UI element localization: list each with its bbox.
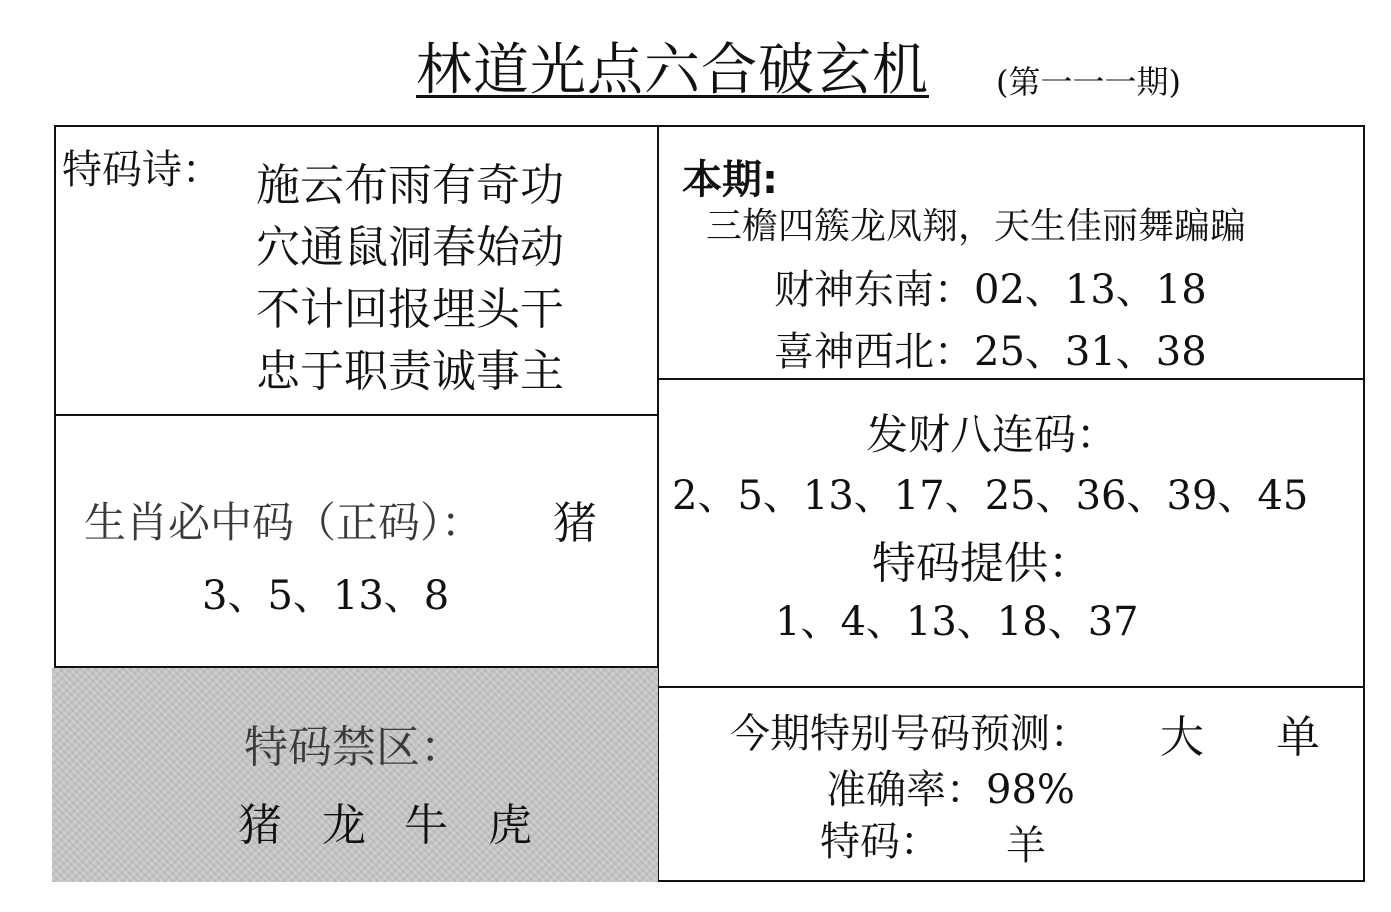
forbidden-animal-2: 龙 xyxy=(322,800,366,851)
issue-number: (第一一一期) xyxy=(996,63,1181,101)
prediction-label: 今期特别号码预测： xyxy=(730,711,1090,757)
current-label: 本期: xyxy=(682,157,778,203)
special-provide-label: 特码提供： xyxy=(872,538,1092,589)
prediction-accuracy: 准确率：98% xyxy=(826,767,1075,813)
current-verse: 三檐四簇龙凤翔，天生佳丽舞蹁蹁 xyxy=(706,206,1247,247)
zodiac-label: 生肖必中码（正码）： xyxy=(84,498,484,547)
poem-line-2: 穴通鼠洞春始动 xyxy=(256,222,564,273)
joy-god: 喜神西北：25、31、38 xyxy=(774,329,1207,375)
forbidden-animal-4: 虎 xyxy=(488,800,532,851)
zodiac-numbers: 3、5、13、8 xyxy=(202,573,450,619)
right-divider-1 xyxy=(658,378,1365,380)
right-divider-2 xyxy=(658,686,1365,688)
prediction-parity: 单 xyxy=(1276,712,1320,763)
forbidden-label: 特码禁区： xyxy=(244,722,464,773)
special-provide-values: 1、4、13、18、37 xyxy=(775,599,1139,645)
left-divider-1 xyxy=(54,414,658,416)
wealth-god: 财神东南：02、13、18 xyxy=(774,267,1207,313)
page-title: 林道光点六合破玄机 xyxy=(416,38,929,103)
poem-line-3: 不计回报埋头干 xyxy=(256,284,564,335)
poem-line-4: 忠于职责诚事主 xyxy=(256,346,564,397)
forbidden-animal-3: 牛 xyxy=(404,800,448,851)
prediction-size: 大 xyxy=(1160,712,1204,763)
prediction-special-value: 羊 xyxy=(1006,823,1046,869)
eight-numbers-label: 发财八连码： xyxy=(866,410,1119,459)
prediction-special-label: 特码： xyxy=(820,819,940,865)
poem-label: 特码诗： xyxy=(62,147,222,193)
eight-numbers-values: 2、5、13、17、25、36、39、45 xyxy=(672,473,1309,519)
poem-line-1: 施云布雨有奇功 xyxy=(256,160,564,211)
forbidden-animal-1: 猪 xyxy=(238,800,282,851)
zodiac-animal: 猪 xyxy=(553,498,597,549)
